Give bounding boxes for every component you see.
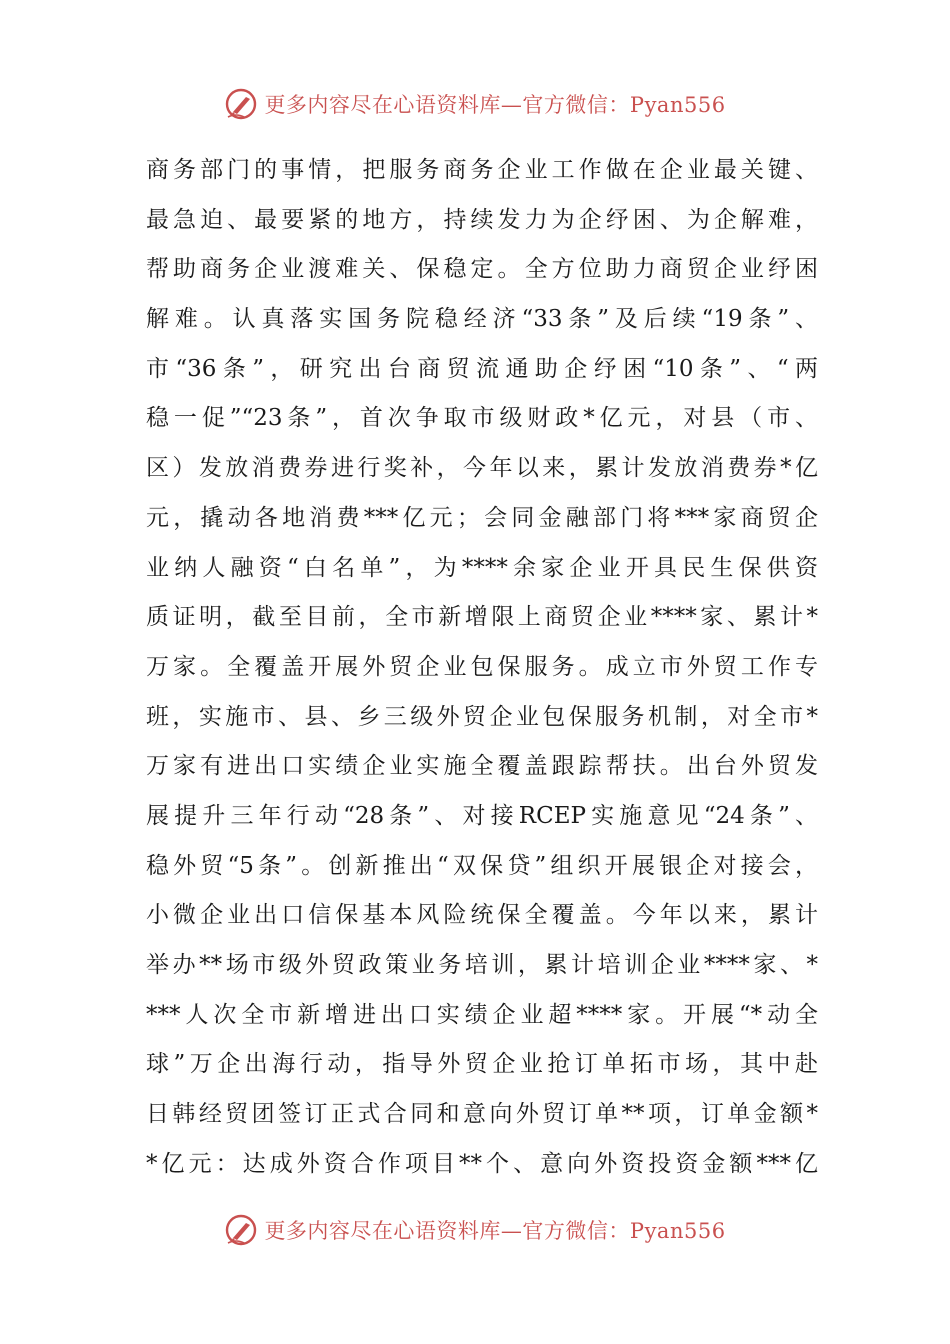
body-line: 日韩经贸团签订正式合同和意向外贸订单**项，订单金额* (146, 1101, 818, 1128)
body-line: ***人次全市新增进出口实绩企业超****家。开展“*动全 (146, 1001, 818, 1028)
body-line: 最急迫、最要紧的地方，持续发力为企纾困、为企解难， (146, 206, 818, 233)
body-line: 质证明，截至目前，全市新增限上商贸企业****家、累计* (146, 604, 818, 631)
pen-nib-circle-icon (224, 1213, 258, 1247)
body-line: 万家。全覆盖开展外贸企业包保服务。成立市外贸工作专 (146, 653, 818, 680)
body-line: 商务部门的事情，把服务商务企业工作做在企业最关键、 (146, 157, 818, 183)
body-line: 稳一促”“23条”，首次争取市级财政*亿元，对县（市、 (146, 405, 818, 432)
body-line: 展提升三年行动“28条”、对接RCEP实施意见“24条”、 (146, 802, 818, 829)
body-line: 解难。认真落实国务院稳经济“33条”及后续“19条”、 (146, 306, 818, 333)
body-line: 元，撬动各地消费***亿元；会同金融部门将***家商贸企 (146, 504, 818, 531)
body-line: 万家有进出口实绩企业实施全覆盖跟踪帮扶。出台外贸发 (146, 753, 818, 780)
body-line: 帮助商务企业渡难关、保稳定。全方位助力商贸企业纾困 (146, 256, 818, 283)
body-line: 举办**场市级外贸政策业务培训，累计培训企业****家、* (146, 952, 818, 978)
header-banner-text: 更多内容尽在心语资料库—官方微信：Pyan556 (264, 93, 726, 117)
body-line: 区）发放消费券进行奖补，今年以来，累计发放消费券*亿 (146, 455, 818, 482)
footer-banner (0, 1210, 950, 1250)
header-banner (0, 84, 950, 124)
body-line: 小微企业出口信保基本风险统保全覆盖。今年以来，累计 (146, 902, 818, 929)
document-body (146, 146, 818, 1189)
pen-nib-circle-icon (224, 87, 258, 121)
footer-banner-text: 更多内容尽在心语资料库—官方微信：Pyan556 (264, 1219, 726, 1243)
body-line: 班，实施市、县、乡三级外贸企业包保服务机制，对全市* (146, 703, 818, 730)
body-line: *亿元：达成外资合作项目**个、意向外资投资金额***亿 (146, 1150, 818, 1177)
body-line: 市“36条”，研究出台商贸流通助企纾困“10条”、“两 (146, 355, 818, 382)
body-line: 稳外贸“5条”。创新推出“双保贷”组织开展银企对接会， (146, 852, 818, 879)
body-line: 业纳人融资“白名单”，为****余家企业开具民生保供资 (146, 554, 818, 581)
body-line: 球”万企出海行动，指导外贸企业抢订单拓市场，其中赴 (146, 1051, 818, 1078)
